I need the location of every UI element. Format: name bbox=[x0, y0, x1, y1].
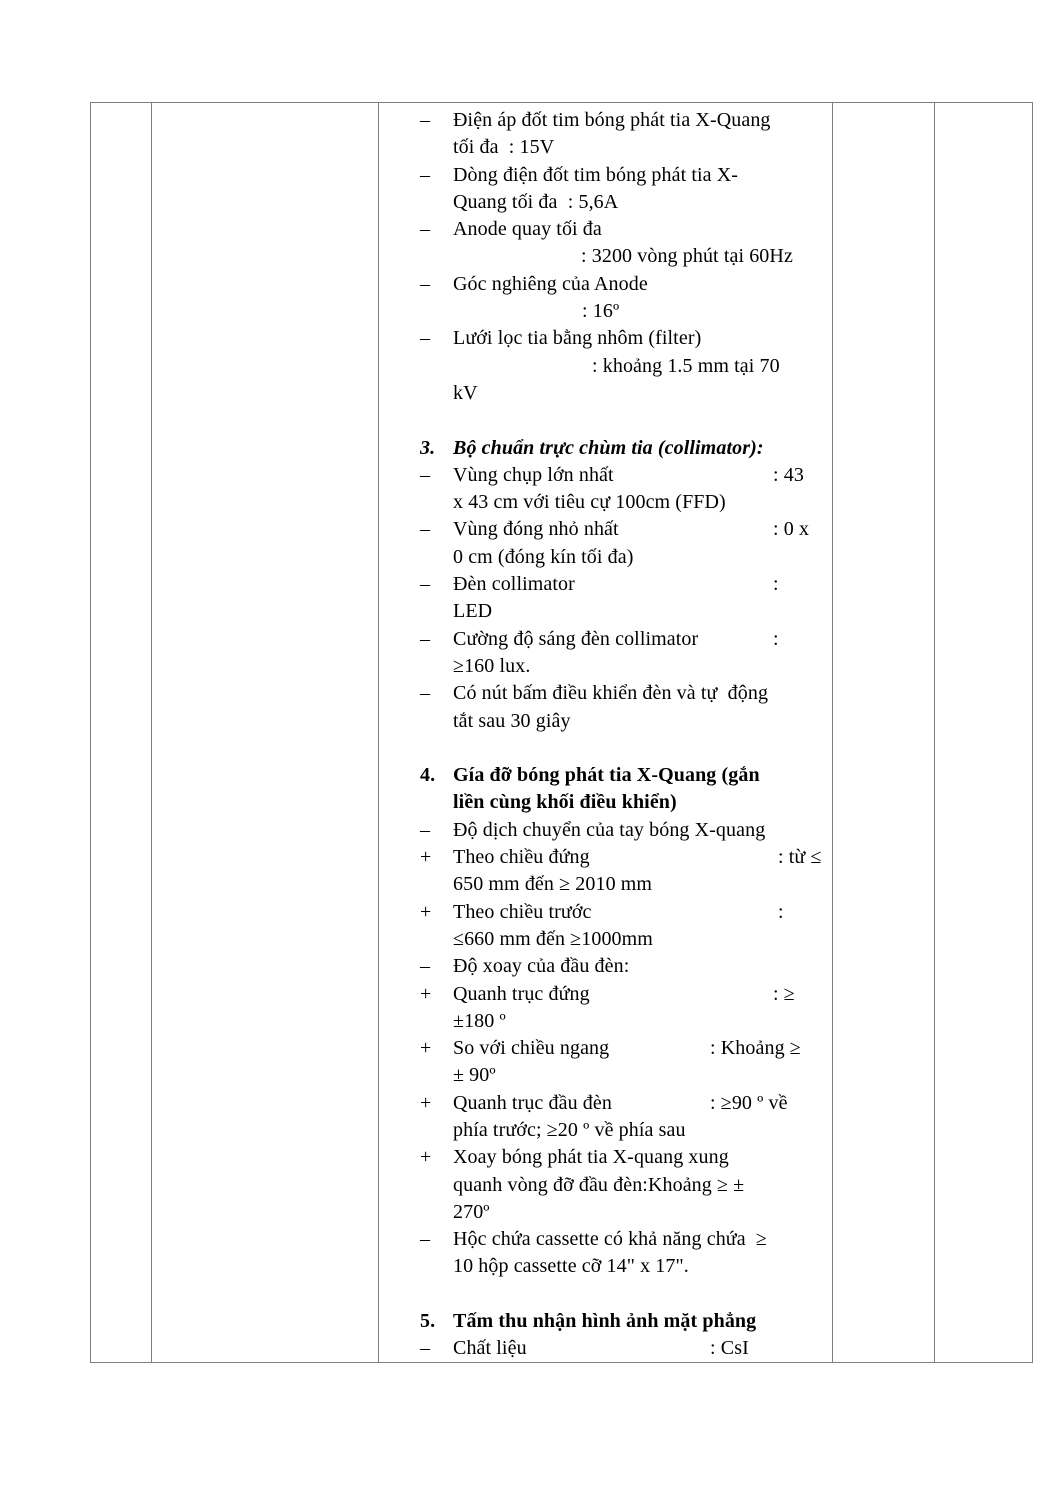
spec-text-line: Tấm thu nhận hình ảnh mặt phẳng bbox=[453, 1310, 757, 1333]
spec-text bbox=[453, 1144, 832, 1226]
spec-text bbox=[453, 762, 832, 817]
spec-text-line: Độ xoay của đầu đèn: bbox=[453, 955, 630, 978]
bullet-marker: – bbox=[420, 627, 431, 650]
spec-text-line: : khoảng 1.5 mm tại 70 bbox=[592, 354, 780, 377]
bullet-marker: + bbox=[420, 982, 432, 1005]
bullet-marker: – bbox=[420, 818, 431, 841]
bullet-marker: – bbox=[420, 955, 431, 978]
bullet-marker: – bbox=[420, 272, 431, 295]
spec-item bbox=[379, 953, 832, 980]
spec-item bbox=[379, 899, 832, 954]
spec-item bbox=[379, 817, 832, 844]
spec-text bbox=[453, 325, 832, 407]
bullet-marker: – bbox=[420, 682, 431, 705]
spec-text-line: quanh vòng đỡ đầu đèn:Khoảng ≥ ± bbox=[453, 1173, 745, 1196]
bullet-marker: – bbox=[420, 163, 431, 186]
spec-text bbox=[453, 953, 832, 980]
spec-text bbox=[453, 626, 832, 681]
spec-text-line: Chất liệu : CsI bbox=[453, 1337, 749, 1360]
spec-text bbox=[453, 1090, 832, 1145]
spec-text-line: Vùng đóng nhỏ nhất : 0 x bbox=[453, 518, 810, 541]
spec-item bbox=[379, 626, 832, 681]
spec-item bbox=[379, 1144, 832, 1226]
bullet-marker: – bbox=[420, 463, 431, 486]
bullet-marker: – bbox=[420, 573, 431, 596]
spec-text bbox=[453, 680, 832, 735]
section-number: 3. bbox=[420, 436, 436, 459]
spec-text bbox=[453, 844, 832, 899]
spec-text-line: Điện áp đốt tim bóng phát tia X-Quang bbox=[453, 109, 771, 131]
spec-text-line: Lưới lọc tia bằng nhôm (filter) bbox=[453, 327, 702, 350]
spec-text-line: ≥160 lux. bbox=[453, 654, 531, 677]
bullet-marker: – bbox=[420, 218, 431, 241]
spec-text-line: Cường độ sáng đèn collimator : bbox=[453, 627, 779, 650]
spec-text-line: Dòng điện đốt tim bóng phát tia X- bbox=[453, 163, 739, 186]
spec-text-line: ≤660 mm đến ≥1000mm bbox=[453, 927, 653, 950]
spec-text-line: ±180 º bbox=[453, 1009, 506, 1032]
section-heading bbox=[379, 435, 832, 462]
spec-text-line: 10 hộp cassette cỡ 14" x 17". bbox=[453, 1255, 689, 1278]
spec-text bbox=[453, 162, 832, 217]
spec-text bbox=[453, 1035, 832, 1090]
spec-item bbox=[379, 981, 832, 1036]
bullet-marker: + bbox=[420, 846, 432, 869]
spec-text bbox=[453, 216, 832, 271]
spec-item bbox=[379, 216, 832, 271]
spec-text bbox=[453, 899, 832, 954]
blank-line bbox=[379, 1281, 832, 1308]
bullet-marker: – bbox=[420, 327, 431, 350]
spec-text bbox=[453, 1335, 832, 1362]
spec-text bbox=[453, 107, 832, 162]
spec-item bbox=[379, 680, 832, 735]
table-cell-empty-3 bbox=[833, 103, 935, 1362]
spec-list bbox=[379, 103, 832, 1363]
bullet-marker: – bbox=[420, 1228, 431, 1251]
spec-text-line: Hộc chứa cassette có khả năng chứa ≥ bbox=[453, 1228, 768, 1251]
section-heading bbox=[379, 1308, 832, 1335]
spec-text bbox=[453, 571, 832, 626]
spec-text bbox=[453, 435, 832, 462]
spec-text-line: Xoay bóng phát tia X-quang xung bbox=[453, 1146, 729, 1169]
spec-text-line: ± 90º bbox=[453, 1064, 496, 1087]
table-cell-specs bbox=[379, 103, 833, 1362]
spec-text-line: kV bbox=[453, 381, 478, 404]
blank-line bbox=[379, 407, 832, 434]
spec-text bbox=[453, 271, 832, 326]
bullet-marker: – bbox=[420, 518, 431, 541]
spec-text-line: Quanh trục đứng : ≥ bbox=[453, 982, 795, 1005]
spec-text-line: : 16º bbox=[582, 300, 620, 323]
spec-text-line: tối đa : 15V bbox=[453, 136, 555, 159]
bullet-marker: + bbox=[420, 900, 432, 923]
spec-text bbox=[453, 981, 832, 1036]
spec-text-line: Bộ chuẩn trực chùm tia (collimator): bbox=[453, 436, 764, 459]
bullet-marker: + bbox=[420, 1146, 432, 1169]
spec-text-line: liền cùng khối điều khiển) bbox=[453, 791, 677, 814]
table-cell-empty-4 bbox=[935, 103, 1032, 1362]
spec-text bbox=[453, 817, 832, 844]
spec-item bbox=[379, 107, 832, 162]
spec-text-line: Quang tối đa : 5,6A bbox=[453, 190, 619, 213]
bullet-marker: + bbox=[420, 1091, 432, 1114]
spec-item bbox=[379, 1035, 832, 1090]
spec-text-line: phía trước; ≥20 º về phía sau bbox=[453, 1118, 686, 1141]
spec-text-line: LED bbox=[453, 600, 493, 623]
spec-item bbox=[379, 1335, 832, 1362]
spec-item bbox=[379, 571, 832, 626]
bullet-marker: – bbox=[420, 1337, 431, 1360]
spec-text-line: Đèn collimator : bbox=[453, 573, 779, 596]
spec-item bbox=[379, 271, 832, 326]
spec-text bbox=[453, 1226, 832, 1281]
section-number: 5. bbox=[420, 1310, 436, 1333]
spec-text-line: Vùng chụp lớn nhất : 43 bbox=[453, 463, 804, 486]
spec-text-line: x 43 cm với tiêu cự 100cm (FFD) bbox=[453, 491, 726, 514]
spec-text bbox=[453, 516, 832, 571]
spec-text bbox=[453, 462, 832, 517]
spec-text-line: 0 cm (đóng kín tối đa) bbox=[453, 545, 634, 568]
spec-text bbox=[453, 1308, 832, 1335]
spec-item bbox=[379, 325, 832, 407]
section-heading bbox=[379, 762, 832, 817]
spec-item bbox=[379, 516, 832, 571]
spec-item bbox=[379, 162, 832, 217]
spec-text-line: Theo chiều đứng : từ ≤ bbox=[453, 846, 822, 869]
spec-text-line: Có nút bấm điều khiển đèn và tự động bbox=[453, 682, 769, 705]
spec-table bbox=[90, 102, 1033, 1363]
spec-text-line: Theo chiều trước : bbox=[453, 900, 784, 923]
spec-item bbox=[379, 1226, 832, 1281]
section-number: 4. bbox=[420, 764, 436, 787]
spec-item bbox=[379, 1090, 832, 1145]
spec-text-line: 650 mm đến ≥ 2010 mm bbox=[453, 873, 653, 896]
spec-text-line: Góc nghiêng của Anode bbox=[453, 272, 648, 295]
blank-line bbox=[379, 735, 832, 762]
spec-item bbox=[379, 844, 832, 899]
bullet-marker: + bbox=[420, 1037, 432, 1060]
spec-text-line: Gía đỡ bóng phát tia X-Quang (gắn bbox=[453, 764, 760, 787]
table-cell-empty-1 bbox=[91, 103, 152, 1362]
table-cell-empty-2 bbox=[152, 103, 379, 1362]
spec-text-line: Độ dịch chuyển của tay bóng X-quang bbox=[453, 818, 766, 841]
spec-text-line: : 3200 vòng phút tại 60Hz bbox=[581, 245, 793, 268]
spec-text-line: Anode quay tối đa bbox=[453, 218, 602, 241]
spec-text-line: Quanh trục đầu đèn : ≥90 º về bbox=[453, 1091, 788, 1114]
spec-item bbox=[379, 462, 832, 517]
spec-text-line: tắt sau 30 giây bbox=[453, 709, 571, 732]
spec-text-line: So với chiều ngang : Khoảng ≥ bbox=[453, 1037, 801, 1060]
spec-text-line: 270º bbox=[453, 1200, 490, 1223]
bullet-marker: – bbox=[420, 109, 431, 131]
